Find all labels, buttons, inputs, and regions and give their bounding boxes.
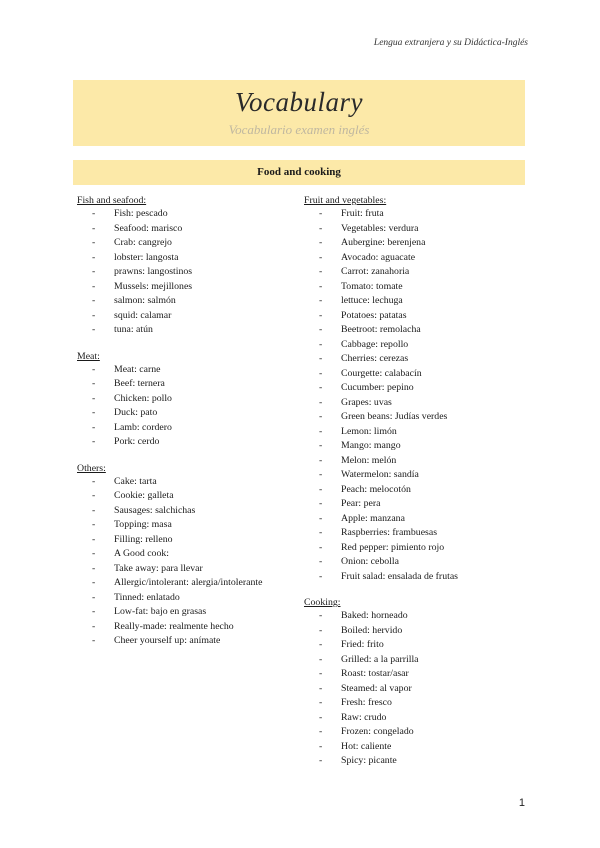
vocab-entry: Mango: mango — [341, 440, 401, 451]
vocab-entry: Sausages: salchichas — [114, 504, 196, 516]
dash-bullet-icon: - — [92, 504, 96, 516]
list-item — [77, 207, 292, 222]
dash-bullet-icon: - — [92, 591, 96, 603]
list-item — [304, 754, 524, 769]
dash-bullet-icon: - — [92, 363, 96, 375]
dash-bullet-icon: - — [319, 367, 323, 379]
dash-bullet-icon: - — [319, 295, 323, 306]
dash-bullet-icon: - — [92, 237, 96, 248]
dash-bullet-icon: - — [319, 527, 323, 538]
list-item — [77, 236, 292, 251]
vocab-entry: Frozen: congelado — [341, 726, 414, 737]
dash-bullet-icon: - — [92, 490, 96, 501]
vocab-entry: Carrot: zanahoria — [341, 266, 410, 277]
dash-bullet-icon: - — [319, 411, 323, 422]
vocab-entry: squid: calamar — [114, 309, 172, 321]
dash-bullet-icon: - — [319, 469, 323, 480]
list-item — [304, 439, 524, 454]
dash-bullet-icon: - — [319, 682, 323, 694]
vocab-list — [304, 609, 524, 769]
section-title: Food and cooking — [73, 160, 525, 185]
vocab-entry: Green beans: Judías verdes — [341, 411, 448, 422]
list-item — [304, 425, 524, 440]
page-title: Vocabulary — [235, 87, 363, 117]
dash-bullet-icon: - — [319, 556, 323, 567]
dash-bullet-icon: - — [319, 483, 323, 495]
dash-bullet-icon: - — [92, 407, 96, 418]
dash-bullet-icon: - — [319, 570, 323, 582]
list-item — [77, 489, 292, 504]
vocab-entry: tuna: atún — [114, 324, 153, 335]
list-item — [77, 377, 292, 392]
vocab-entry: Vegetables: verdura — [341, 222, 419, 234]
vocab-entry: Beef: ternera — [114, 378, 165, 389]
dash-bullet-icon: - — [319, 280, 323, 292]
list-item — [77, 222, 292, 237]
vocab-entry: Baked: horneado — [341, 610, 408, 621]
vocab-entry: Courgette: calabacín — [341, 367, 422, 379]
list-item — [304, 381, 524, 396]
dash-bullet-icon: - — [319, 512, 323, 524]
dash-bullet-icon: - — [319, 425, 323, 437]
dash-bullet-icon: - — [92, 392, 96, 404]
vocab-entry: Peach: melocotón — [341, 483, 411, 495]
list-item — [304, 236, 524, 251]
vocab-entry: Low-fat: bajo en grasas — [114, 606, 207, 617]
vocab-entry: Spicy: picante — [341, 755, 397, 766]
dash-bullet-icon: - — [319, 755, 323, 766]
group-heading: Fruit and vegetables: — [304, 195, 387, 206]
dash-bullet-icon: - — [92, 421, 96, 433]
dash-bullet-icon: - — [319, 338, 323, 350]
dash-bullet-icon: - — [92, 222, 96, 234]
group-heading: Meat: — [77, 350, 100, 362]
vocab-entry: Melon: melón — [341, 454, 397, 466]
dash-bullet-icon: - — [319, 208, 323, 219]
dash-bullet-icon: - — [319, 697, 323, 708]
dash-bullet-icon: - — [319, 668, 323, 679]
vocab-entry: Watermelon: sandía — [341, 469, 419, 480]
dash-bullet-icon: - — [319, 266, 323, 277]
vocab-entry: Cherries: cerezas — [341, 353, 409, 364]
list-item — [77, 280, 292, 295]
vocab-entry: Crab: cangrejo — [114, 237, 172, 248]
list-item — [304, 725, 524, 740]
dash-bullet-icon: - — [92, 606, 96, 617]
list-item — [304, 338, 524, 353]
vocab-entry: Take away: para llevar — [114, 562, 203, 574]
dash-bullet-icon: - — [92, 577, 96, 588]
page-subtitle: Vocabulario examen inglés — [228, 122, 370, 137]
dash-bullet-icon: - — [92, 519, 96, 530]
list-item — [77, 363, 292, 378]
list-item — [304, 251, 524, 266]
dash-bullet-icon: - — [92, 324, 96, 335]
dash-bullet-icon: - — [92, 208, 96, 219]
vocab-entry: Apple: manzana — [341, 512, 405, 524]
list-item — [77, 421, 292, 436]
list-item — [304, 352, 524, 367]
vocab-list — [77, 475, 292, 649]
vocab-entry: Fried: frito — [341, 639, 384, 650]
dash-bullet-icon: - — [92, 533, 96, 545]
vocab-entry: Cheer yourself up: anímate — [114, 635, 221, 646]
vocab-entry: Chicken: pollo — [114, 392, 172, 404]
list-item — [304, 280, 524, 295]
list-item — [304, 323, 524, 338]
list-item — [77, 475, 292, 490]
list-item — [304, 454, 524, 469]
list-item — [77, 518, 292, 533]
list-item — [77, 533, 292, 548]
list-item — [304, 653, 524, 668]
dash-bullet-icon: - — [319, 309, 323, 321]
vocab-entry: Grapes: uvas — [341, 396, 392, 408]
list-item — [77, 591, 292, 606]
vocab-entry: lettuce: lechuga — [341, 295, 403, 306]
vocab-entry: Filling: relleno — [114, 533, 173, 545]
list-item — [304, 696, 524, 711]
dash-bullet-icon: - — [92, 562, 96, 574]
dash-bullet-icon: - — [319, 711, 323, 723]
dash-bullet-icon: - — [319, 610, 323, 621]
page-number: 1 — [518, 797, 525, 809]
dash-bullet-icon: - — [319, 639, 323, 650]
list-item — [304, 682, 524, 697]
dash-bullet-icon: - — [92, 635, 96, 646]
list-item — [304, 667, 524, 682]
list-item — [304, 609, 524, 624]
dash-bullet-icon: - — [319, 726, 323, 737]
vocab-entry: Seafood: marisco — [114, 222, 183, 234]
dash-bullet-icon: - — [319, 324, 323, 335]
vocab-entry: Meat: carne — [114, 363, 161, 375]
group-heading: Others: — [77, 462, 106, 474]
dash-bullet-icon: - — [319, 353, 323, 364]
vocab-entry: Aubergine: berenjena — [341, 237, 426, 248]
list-item — [304, 222, 524, 237]
list-item — [304, 309, 524, 324]
list-item — [304, 483, 524, 498]
vocab-entry: Raw: crudo — [341, 711, 387, 723]
vocab-group — [77, 462, 292, 649]
list-item — [77, 504, 292, 519]
dash-bullet-icon: - — [92, 251, 96, 263]
vocab-entry: Boiled: hervido — [341, 624, 403, 636]
dash-bullet-icon: - — [319, 222, 323, 234]
list-item — [304, 638, 524, 653]
list-item — [304, 265, 524, 280]
dash-bullet-icon: - — [319, 740, 323, 752]
list-item — [77, 547, 292, 562]
vocab-entry: lobster: langosta — [114, 251, 179, 263]
dash-bullet-icon: - — [92, 309, 96, 321]
vocab-entry: Lemon: limón — [341, 425, 397, 437]
vocab-entry: Fresh: fresco — [341, 697, 392, 708]
list-item — [304, 207, 524, 222]
vocab-entry: Cabbage: repollo — [341, 338, 409, 350]
vocab-group — [304, 194, 524, 584]
vocab-entry: Fish: pescado — [114, 208, 168, 219]
vocab-entry: Duck: pato — [114, 407, 158, 418]
vocab-entry: Fruit salad: ensalada de frutas — [341, 570, 458, 582]
list-item — [77, 251, 292, 266]
dash-bullet-icon: - — [92, 548, 96, 559]
list-item — [304, 570, 524, 585]
vocab-entry: Fruit: fruta — [341, 208, 384, 219]
vocab-group — [304, 596, 524, 769]
vocab-entry: Onion: cebolla — [341, 556, 399, 567]
group-heading: Fish and seafood: — [77, 195, 147, 206]
dash-bullet-icon: - — [319, 237, 323, 248]
vocab-entry: Red pepper: pimiento rojo — [341, 541, 445, 553]
dash-bullet-icon: - — [319, 624, 323, 636]
dash-bullet-icon: - — [319, 440, 323, 451]
vocab-entry: Tinned: enlatado — [114, 591, 180, 603]
title-box — [73, 80, 525, 146]
group-heading: Cooking: — [304, 597, 341, 608]
list-item — [77, 294, 292, 309]
list-item — [304, 497, 524, 512]
dash-bullet-icon: - — [319, 396, 323, 408]
vocab-entry: Lamb: cordero — [114, 421, 172, 433]
list-item — [304, 468, 524, 483]
dash-bullet-icon: - — [92, 378, 96, 389]
vocab-list — [77, 207, 292, 338]
list-item — [77, 576, 292, 591]
vocab-entry: Avocado: aguacate — [341, 251, 416, 263]
list-item — [304, 526, 524, 541]
vocab-entry: Pear: pera — [341, 498, 381, 509]
list-item — [77, 309, 292, 324]
running-header: Lengua extranjera y su Didáctica-Inglés — [373, 38, 528, 48]
list-item — [304, 624, 524, 639]
vocab-entry: Allergic/intolerant: alergia/intolerante — [114, 577, 263, 588]
list-item — [77, 392, 292, 407]
vocab-entry: Topping: masa — [114, 519, 172, 530]
list-item — [77, 562, 292, 577]
vocab-entry: Cake: tarta — [114, 475, 157, 487]
vocab-group — [77, 194, 292, 338]
list-item — [304, 410, 524, 425]
list-item — [304, 512, 524, 527]
vocab-entry: Mussels: mejillones — [114, 280, 193, 292]
vocab-entry: Beetroot: remolacha — [341, 324, 421, 335]
list-item — [304, 367, 524, 382]
dash-bullet-icon: - — [92, 620, 96, 632]
vocab-entry: Potatoes: patatas — [341, 309, 407, 321]
dash-bullet-icon: - — [92, 475, 96, 487]
list-item — [304, 740, 524, 755]
list-item — [77, 265, 292, 280]
list-item — [304, 555, 524, 570]
dash-bullet-icon: - — [319, 653, 323, 665]
dash-bullet-icon: - — [92, 280, 96, 292]
vocab-entry: Grilled: a la parrilla — [341, 653, 419, 665]
list-item — [77, 620, 292, 635]
vocab-list — [77, 363, 292, 450]
vocab-entry: Roast: tostar/asar — [341, 668, 409, 679]
right-column — [304, 194, 524, 781]
dash-bullet-icon: - — [319, 541, 323, 553]
vocab-list — [304, 207, 524, 584]
list-item — [77, 634, 292, 649]
list-item — [304, 396, 524, 411]
list-item — [77, 406, 292, 421]
left-column — [77, 194, 292, 661]
dash-bullet-icon: - — [319, 498, 323, 509]
vocab-entry: Steamed: al vapor — [341, 682, 412, 694]
vocab-entry: Really-made: realmente hecho — [114, 620, 234, 632]
vocab-entry: Pork: cerdo — [114, 436, 160, 447]
vocab-entry: A Good cook: — [114, 548, 169, 559]
list-item — [304, 711, 524, 726]
list-item — [77, 435, 292, 450]
dash-bullet-icon: - — [92, 266, 96, 277]
vocab-group — [77, 350, 292, 450]
dash-bullet-icon: - — [319, 454, 323, 466]
vocab-entry: salmon: salmón — [114, 295, 176, 306]
list-item — [304, 294, 524, 309]
dash-bullet-icon: - — [319, 382, 323, 393]
list-item — [77, 323, 292, 338]
vocab-entry: Raspberries: frambuesas — [341, 527, 438, 538]
vocab-entry: Hot: caliente — [341, 740, 392, 752]
list-item — [77, 605, 292, 620]
dash-bullet-icon: - — [92, 436, 96, 447]
vocab-entry: prawns: langostinos — [114, 266, 193, 277]
vocab-entry: Cucumber: pepino — [341, 382, 414, 393]
dash-bullet-icon: - — [319, 251, 323, 263]
dash-bullet-icon: - — [92, 295, 96, 306]
vocab-entry: Tomato: tomate — [341, 280, 403, 292]
vocab-entry: Cookie: galleta — [114, 490, 174, 501]
list-item — [304, 541, 524, 556]
